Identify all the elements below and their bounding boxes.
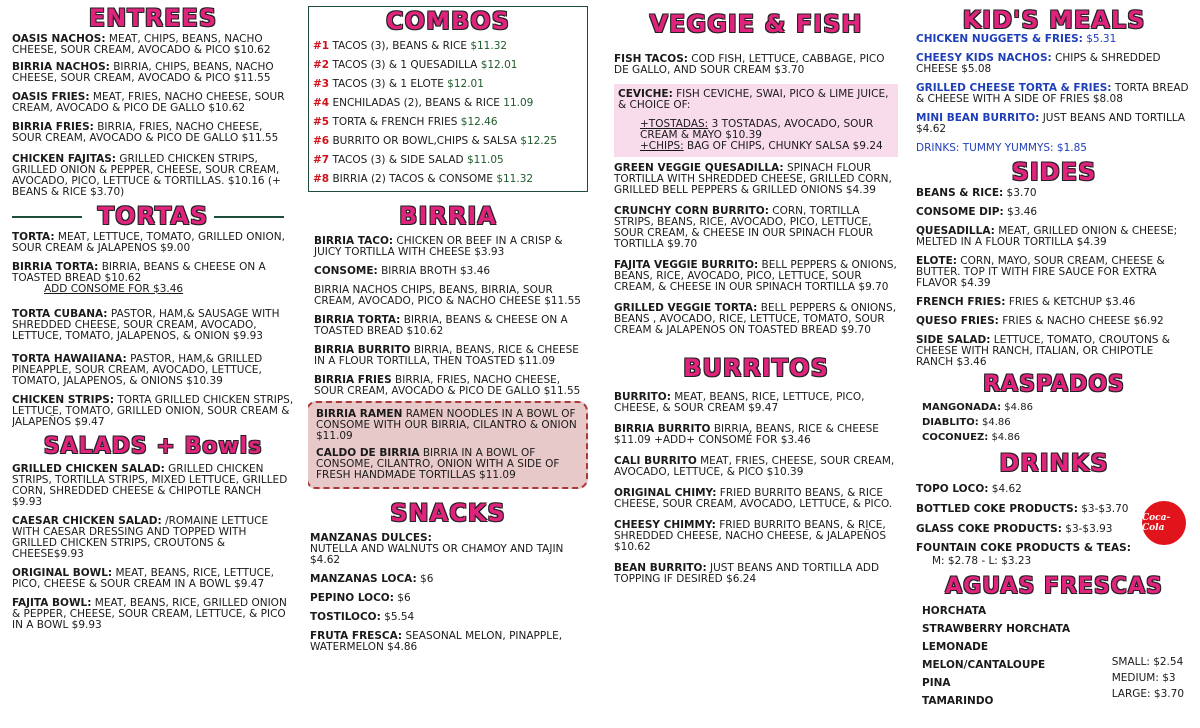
list-item: TOSTILOCO: $5.54 [310,611,415,623]
kids-heading: KID'S MEALS [962,6,1146,34]
list-item: FAJITA BOWL: MEAT, BEANS, RICE, GRILLED ONION & PEPPER, CHEESE, SOUR CREAM, LETTUCE, & PICO IN A BOWL $9.93 [12,597,287,631]
entrees-heading: ENTREES [88,4,218,32]
list-item: CALDO DE BIRRIA BIRRIA IN A BOWL OF CONSOME, CILANTRO, ONION WITH A SIDE OF FRESH HANDMADE TORTILLAS $11.09 [316,447,560,481]
list-item: TORTA: MEAT, LETTUCE, TOMATO, GRILLED ONION, SOUR CREAM & JALAPENOS $9.00 [12,231,285,254]
list-item: FRUTA FRESCA: SEASONAL MELON, PINAPPLE, WATERMELON $4.86 [310,630,563,653]
veggie-list [614,163,898,336]
list-item: ELOTE: CORN, MAYO, SOUR CREAM, CHEESE & BUTTER. TOP IT WITH FIRE SAUCE FOR EXTRA FLAVOR $4.39 [916,255,1165,289]
birria-heading: BIRRIA [399,202,497,230]
column-center-right [614,0,898,728]
tortas-heading-wrap [12,204,294,232]
list-item: DIABLITO: $4.86 [922,417,1011,428]
list-item: OASIS NACHOS: MEAT, CHIPS, BEANS, NACHO CHEESE, SOUR CREAM, AVOCADO & PICO $10.62 [12,33,271,56]
combos-heading: COMBOS [386,7,510,35]
list-item: CAESAR CHICKEN SALAD: /ROMAINE LETTUCE WITH CAESAR DRESSING AND TOPPED WITH GRILLED CHICKEN STRIPS, CROUTONS & CHEESE$9.93 [12,515,269,560]
ceviche-box [614,84,898,157]
drinks-heading: DRINKS [999,449,1109,477]
sides-heading: SIDES [1011,158,1097,186]
entrees-list [12,34,294,198]
list-item: GRILLED VEGGIE TORTA: BELL PEPPERS & ONIONS, BEANS , AVOCADO, RICE, LETTUCE, TOMATO, SOUR CREAM & JALAPENOS ON TOASTED BREAD $9.70 [614,302,897,336]
list-item: BIRRIA RAMEN RAMEN NOODLES IN A BOWL OF CONSOME WITH OUR BIRRIA, CILANTRO & ONION $11.09 [316,408,577,442]
list-item: PINA [922,677,951,689]
column-center-left [308,0,588,728]
list-item: FAJITA VEGGIE BURRITO: BELL PEPPERS & ONIONS, BEANS, RICE, AVOCADO, PICO, LETTUCE, SOUR CREAM, & CHEESE IN OUR SPINACH TORTILLA $9.70 [614,259,897,293]
list-item: MEDIUM: $3 [1111,672,1176,684]
list-item: BEAN BURRITO: JUST BEANS AND TORTILLA ADD TOPPING IF DESIRED $6.24 [614,562,880,585]
list-item: HORCHATA [922,605,987,617]
column-left [12,0,294,728]
coca-cola-logo: Coca-Cola [1142,501,1186,545]
list-item: GREEN VEGGIE QUESADILLA: SPINACH FLOUR TORTILLA WITH SHREDDED CHEESE, GRILLED CORN, GRILLED BELL PEPPERS & GRILLED ONIONS $4.39 [614,162,892,196]
list-item: #2 TACOS (3) & 1 QUESADILLA $12.01 [313,59,518,71]
list-item: BIRRIA BURRITO BIRRIA, BEANS, RICE & CHEESE $11.09 +ADD+ CONSOMÉ FOR $3.46 [614,423,879,446]
list-item: #4 ENCHILADAS (2), BEANS & RICE 11.09 [313,97,534,109]
list-item: MELON/CANTALOUPE [922,659,1046,671]
list-item: CONSOME DIP: $3.46 [916,206,1038,218]
burritos-list [614,392,898,585]
list-item: ADD CONSOME FOR $3.46 [44,283,184,295]
list-item: CHICKEN STRIPS: TORTA GRILLED CHICKEN STRIPS, LETTUCE, TOMATO, GRILLED ONION, SOUR CREAM & JALAPEÑOS $9.47 [12,394,294,428]
burritos-heading: BURRITOS [683,354,829,382]
list-item: FRENCH FRIES: FRIES & KETCHUP $3.46 [916,296,1136,308]
list-item: CHEESY CHIMMY: FRIED BURRITO BEANS, & RICE, SHREDDED CHEESE, NACHO CHEESE, & JALAPEÑOS $10.62 [614,519,886,553]
list-item: STRAWBERRY HORCHATA [922,623,1071,635]
list-item: BIRRIA NACHOS: BIRRIA, CHIPS, BEANS, NACHO CHEESE, SOUR CREAM, AVOCADO & PICO $11.55 [12,61,274,84]
list-item: GRILLED CHICKEN SALAD: GRILLED CHICKEN STRIPS, TORTILLA STRIPS, MIXED LETTUCE, GRILLED CORN, SHREDDED CHEESE & CHIPOTLE RANCH $9.93 [12,463,288,508]
snacks-list [308,533,588,653]
column-right [916,0,1192,728]
list-item: BIRRIA FRIES BIRRIA, FRIES, NACHO CHEESE, SOUR CREAM, AVOCADO & PICO DE GALLO $11.55 [314,374,581,397]
list-item: #8 BIRRIA (2) TACOS & CONSOME $11.32 [313,173,534,185]
birria-specials-box [308,401,588,489]
kids-list [916,34,1192,154]
list-item: SMALL: $2.54 [1111,656,1184,668]
list-item: OASIS FRIES: MEAT, FRIES, NACHO CHEESE, SOUR CREAM, AVOCADO & PICO DE GALLO $10.62 [12,91,285,114]
drinks-list [916,479,1192,568]
list-item: MANZANAS LOCA: $6 [310,573,434,585]
list-item: PEPINO LOCO: $6 [310,592,411,604]
list-item: CHEESY KIDS NACHOS: CHIPS & SHREDDED CHEESE $5.08 [916,52,1161,75]
list-item: LEMONADE [922,641,989,653]
aguas-section [916,602,1192,710]
list-item: #1 TACOS (3), BEANS & RICE $11.32 [313,40,508,52]
snacks-heading: SNACKS [390,499,506,527]
list-item: COCONUEZ: $4.86 [922,432,1021,443]
birria-list [308,236,588,397]
list-item: FOUNTAIN COKE PRODUCTS & TEAS: M: $2.78 - L: $3.23 [916,542,1131,567]
veggie-heading: VEGGIE & FISH [649,10,863,38]
list-item: BOTTLED COKE PRODUCTS: $3-$3.70 [916,503,1129,515]
list-item: #7 TACOS (3) & SIDE SALAD $11.05 [313,154,504,166]
list-item: TOPO LOCO: $4.62 [916,483,1022,495]
list-item: CRUNCHY CORN BURRITO: CORN, TORTILLA STRIPS, BEANS, RICE, AVOCADO, PICO, LETTUCE, SOUR CREAM, & CHEESE IN OUR SPINACH FLOUR TORTILLA $9.70 [614,205,874,250]
list-item: TORTA CUBANA: PASTOR, HAM,& SAUSAGE WITH SHREDDED CHEESE, SOUR CREAM, AVOCADO, LETTUCE, TOMATO, JALAPENOS, & ONION $9.93 [12,308,280,342]
list-item: GRILLED CHEESE TORTA & FRIES: TORTA BREAD & CHEESE WITH A SIDE OF FRIES $8.08 [916,82,1189,105]
list-item: #6 BURRITO OR BOWL,CHIPS & SALSA $12.25 [313,135,558,147]
list-item: BIRRIA TORTA: BIRRIA, BEANS & CHEESE ON A TOASTED BREAD $10.62 [314,314,568,337]
list-item: TORTA HAWAIIANA: PASTOR, HAM,& GRILLED PINEAPPLE, SOUR CREAM, AVOCADO, LETTUCE, TOMATO, JALAPENOS, & ONIONS $10.39 [12,353,263,387]
list-item: ORIGINAL BOWL: MEAT, BEANS, RICE, LETTUCE, PICO, CHEESE & SOUR CREAM IN A BOWL $9.47 [12,567,274,590]
list-item: MANGONADA: $4.86 [922,402,1033,413]
sides-list [916,188,1192,368]
salads-list [12,464,294,631]
list-item: CHICKEN NUGGETS & FRIES: $5.31 [916,33,1117,45]
aguas-sizes [1112,654,1184,702]
list-item: CHICKEN FAJITAS: GRILLED CHICKEN STRIPS, GRILLED ONION & PEPPER, CHEESE, SOUR CREAM, AVOCADO, PICO, LETTUCE & TORTILLAS. $10.16 (+ BEANS & RICE $3.70) [12,153,281,198]
list-item: SIDE SALAD: LETTUCE, TOMATO, CROUTONS & CHEESE WITH RANCH, ITALIAN, OR CHIPOTLE RANCH $3.46 [916,334,1170,368]
list-item: BIRRIA FRIES: BIRRIA, FRIES, NACHO CHEESE, SOUR CREAM, AVOCADO & PICO DE GALLO $11.55 [12,121,279,144]
divider [214,216,284,218]
list-item: BEANS & RICE: $3.70 [916,187,1037,199]
list-item: #3 TACOS (3) & 1 ELOTE $12.01 [313,78,484,90]
list-item: BIRRIA NACHOS CHIPS, BEANS, BIRRIA, SOUR CREAM, AVOCADO, PICO & NACHO CHEESE $11.55 [314,284,581,307]
list-item: CEVICHE: FISH CEVICHE, SWAI, PICO & LIME JUICE, & CHOICE OF: [618,88,889,111]
list-item: TAMARINDO [922,695,994,707]
list-item: FISH TACOS: COD FISH, LETTUCE, CABBAGE, PICO DE GALLO, AND SOUR CREAM $3.70 [614,53,885,76]
list-item: +CHIPS: BAG OF CHIPS, CHUNKY SALSA $9.24 [640,140,883,152]
combos-list [313,37,583,189]
tortas-heading: TORTAS [97,202,209,230]
list-item: MANZANAS DULCES: NUTELLA AND WALNUTS OR CHAMOY AND TAJIN $4.62 [310,532,564,566]
list-item: QUESO FRIES: FRIES & NACHO CHEESE $6.92 [916,315,1164,327]
salads-heading: SALADS + Bowls [43,434,263,459]
list-item: MINI BEAN BURRITO: JUST BEANS AND TORTILLA $4.62 [916,112,1186,135]
divider [12,216,82,218]
list-item: ORIGINAL CHIMY: FRIED BURRITO BEANS, & RICE CHEESE, SOUR CREAM, AVOCADO, LETTUCE, & PICO. [614,487,893,510]
list-item: DRINKS: TUMMY YUMMYS: $1.85 [916,142,1087,154]
list-item: QUESADILLA: MEAT, GRILLED ONION & CHEESE; MELTED IN A FLOUR TORTILLA $4.39 [916,225,1178,248]
aguas-heading: AGUAS FRESCAS [945,574,1163,599]
list-item: CALI BURRITO MEAT, FRIES, CHEESE, SOUR CREAM, AVOCADO, LETTUCE, & PICO $10.39 [614,455,895,478]
list-item: LARGE: $3.70 [1111,688,1184,700]
raspados-heading: RASPADOS [983,372,1125,397]
list-item: +TOSTADAS: 3 TOSTADAS, AVOCADO, SOUR CREAM & MAYO $10.39 [640,118,874,141]
list-item: BURRITO: MEAT, BEANS, RICE, LETTUCE, PICO, CHEESE, & SOUR CREAM $9.47 [614,391,865,414]
list-item: CONSOME: BIRRIA BROTH $3.46 [314,265,491,277]
combos-box [308,6,588,192]
list-item: BIRRIA TACO: CHICKEN OR BEEF IN A CRISP & JUICY TORTILLA WITH CHEESE $3.93 [314,235,563,258]
raspados-list [916,400,1192,445]
tortas-list [12,232,294,428]
list-item: GLASS COKE PRODUCTS: $3-$3.93 [916,523,1113,535]
list-item: BIRRIA TORTA: BIRRIA, BEANS & CHEESE ON A TOASTED BREAD $10.62 [12,261,266,284]
list-item: #5 TORTA & FRENCH FRIES $12.46 [313,116,498,128]
list-item: BIRRIA BURRITO BIRRIA, BEANS, RICE & CHEESE IN A FLOUR TORTILLA, THEN TOASTED $11.09 [314,344,579,367]
